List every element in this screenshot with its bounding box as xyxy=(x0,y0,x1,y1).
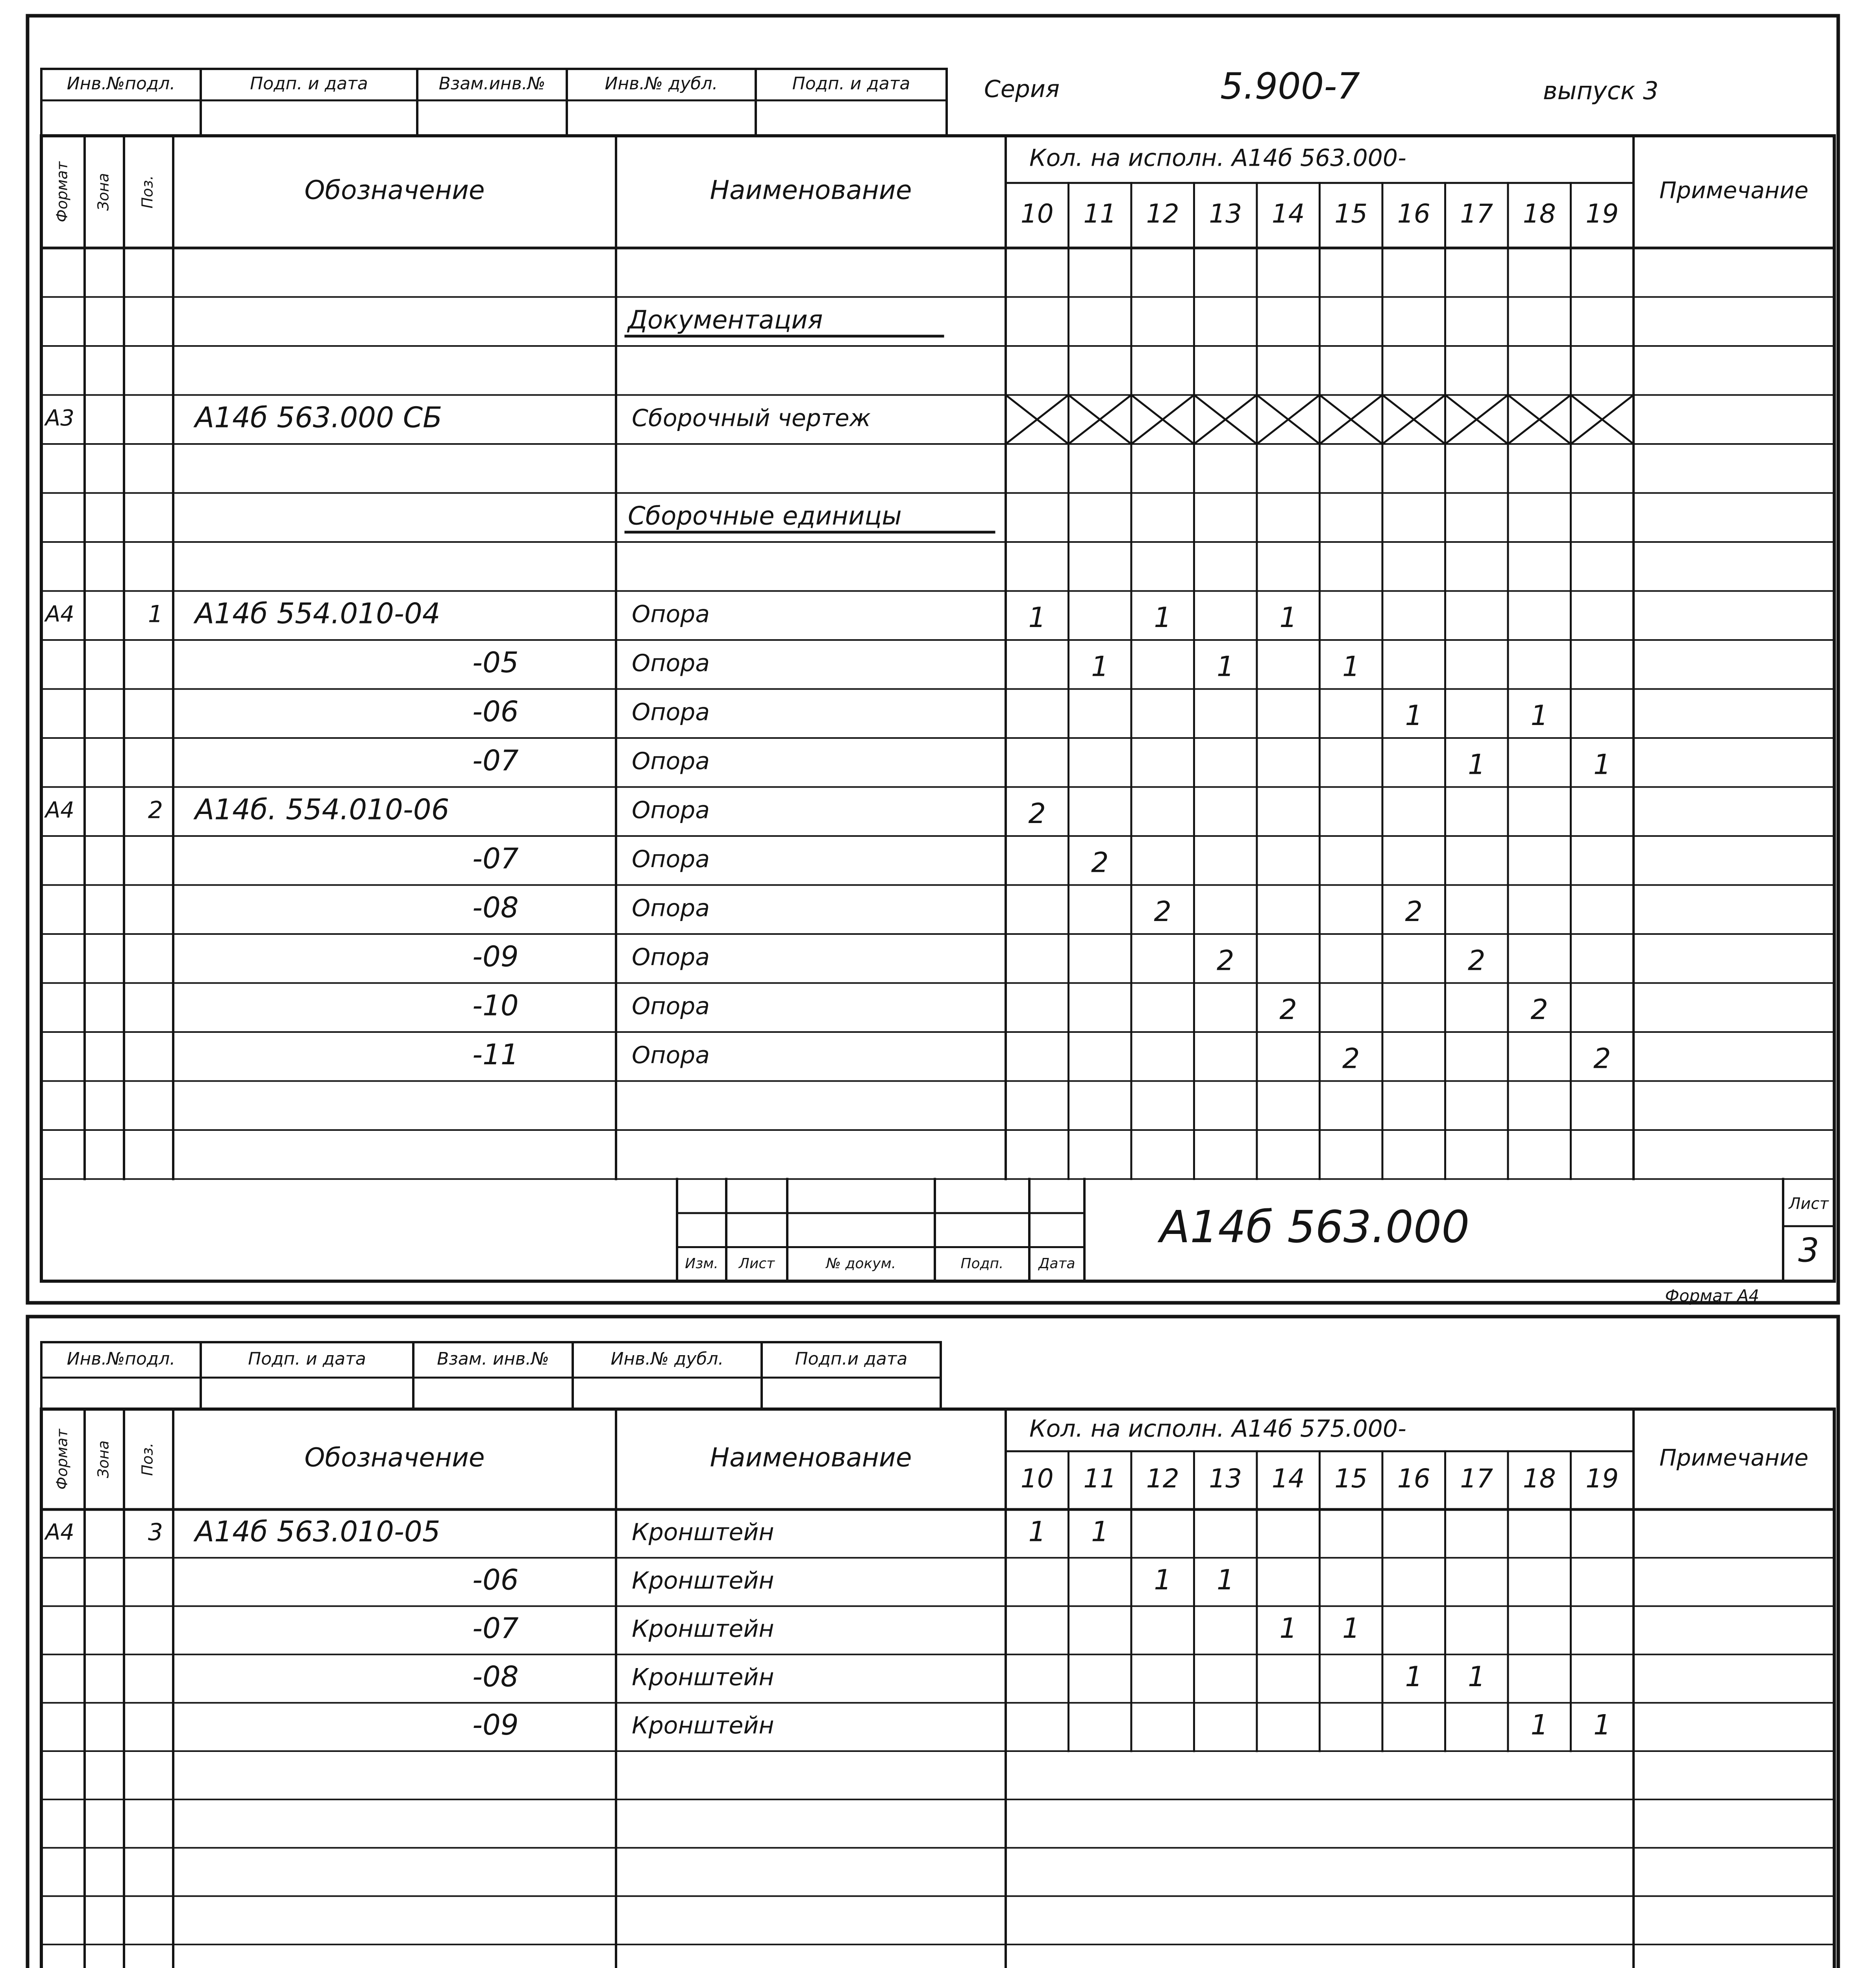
exec-col-header: 15 xyxy=(1334,1463,1368,1494)
qty-value: 2 xyxy=(1530,993,1549,1026)
row-designation: -05 xyxy=(472,646,519,679)
qty-value: 1 xyxy=(1091,1515,1109,1548)
row-position: 3 xyxy=(148,1518,163,1546)
row-format: А4 xyxy=(45,601,74,627)
qty-value: 1 xyxy=(1028,601,1046,634)
sheet-4-outer-frame xyxy=(28,1317,1838,1968)
exec-col-header: 11 xyxy=(1083,1463,1117,1494)
row-designation: А14б 554.010-04 xyxy=(195,597,440,630)
row-name: Кронштейн xyxy=(632,1615,774,1643)
qty-value: 1 xyxy=(1530,1709,1549,1741)
stamp-header: Инв.№ дубл. xyxy=(605,74,718,94)
sheet-number: 3 xyxy=(1798,1231,1819,1270)
row-name: Опора xyxy=(632,943,710,971)
title-block-label: Дата xyxy=(1038,1255,1075,1272)
stamp-header: Инв.№подл. xyxy=(67,74,176,94)
row-position: 2 xyxy=(148,796,163,824)
col-name-header: Наименование xyxy=(710,1442,912,1473)
title-block-label: Подп. xyxy=(960,1255,1004,1272)
row-name: Опора xyxy=(632,698,710,726)
series-label: Серия xyxy=(984,75,1060,103)
row-designation: -10 xyxy=(472,989,519,1022)
row-format: А3 xyxy=(45,405,74,431)
title-block-label: Изм. xyxy=(685,1255,718,1272)
exec-col-header: 13 xyxy=(1209,198,1242,229)
qty-value: 2 xyxy=(1467,944,1486,977)
sheet-label: Лист xyxy=(1789,1195,1829,1213)
series-value: 5.900-7 xyxy=(1220,65,1360,107)
row-designation: -06 xyxy=(472,695,519,728)
stamp-header: Подп. и дата xyxy=(248,1349,366,1369)
row-name: Опора xyxy=(632,845,710,873)
row-name: Опора xyxy=(632,894,710,922)
exec-col-header: 12 xyxy=(1146,1463,1179,1494)
row-designation: -07 xyxy=(472,842,519,875)
exec-col-header: 13 xyxy=(1209,1463,1242,1494)
row-position: 1 xyxy=(148,600,163,628)
stamp-header: Взам.инв.№ xyxy=(438,74,546,94)
section-heading: Сборочные единицы xyxy=(628,501,902,531)
qty-value: 1 xyxy=(1342,1612,1360,1645)
qty-value: 2 xyxy=(1091,846,1109,879)
col-format-header: Формат xyxy=(53,1429,71,1490)
row-designation: А14б 563.010-05 xyxy=(195,1515,440,1548)
col-designation-header: Обозначение xyxy=(304,1442,485,1473)
row-name: Кронштейн xyxy=(632,1567,774,1594)
exec-col-header: 12 xyxy=(1146,198,1179,229)
row-designation: А14б. 554.010-06 xyxy=(195,793,450,826)
col-designation-header: Обозначение xyxy=(304,175,485,205)
row-designation: -08 xyxy=(472,891,519,924)
exec-col-header: 14 xyxy=(1271,1463,1305,1494)
qty-value: 1 xyxy=(1467,1660,1486,1693)
qty-value: 2 xyxy=(1593,1042,1611,1075)
row-name: Опора xyxy=(632,992,710,1020)
qty-value: 1 xyxy=(1342,650,1360,683)
qty-value: 2 xyxy=(1342,1042,1360,1075)
row-name: Кронштейн xyxy=(632,1712,774,1740)
col-zone-header: Зона xyxy=(94,1440,112,1478)
row-format: А4 xyxy=(45,797,74,823)
col-name-header: Наименование xyxy=(710,175,912,205)
qty-value: 1 xyxy=(1467,748,1486,781)
col-zone-header: Зона xyxy=(94,173,112,211)
col-format-header: Формат xyxy=(53,161,71,222)
exec-col-header: 14 xyxy=(1271,198,1305,229)
row-format: А4 xyxy=(45,1519,74,1545)
exec-col-header: 10 xyxy=(1020,198,1054,229)
row-name: Кронштейн xyxy=(632,1663,774,1691)
qty-value: 1 xyxy=(1593,748,1611,781)
exec-col-header: 15 xyxy=(1334,198,1368,229)
stamp-header: Подп. и дата xyxy=(250,74,368,94)
row-name: Опора xyxy=(632,600,710,628)
stamp-header: Подп.и дата xyxy=(795,1349,908,1369)
col-note-header: Примечание xyxy=(1659,177,1809,204)
exec-col-header: 19 xyxy=(1586,198,1619,229)
col-note-header: Примечание xyxy=(1659,1444,1809,1471)
exec-col-header: 18 xyxy=(1523,1463,1556,1494)
exec-col-header: 18 xyxy=(1523,198,1556,229)
qty-value: 1 xyxy=(1530,699,1549,732)
row-designation: -11 xyxy=(472,1038,519,1071)
section-heading: Документация xyxy=(628,305,823,335)
qty-group-header: Кол. на исполн. А14б 575.000- xyxy=(1029,1415,1406,1443)
qty-value: 1 xyxy=(1216,1564,1234,1596)
qty-value: 2 xyxy=(1216,944,1234,977)
stamp-header: Взам. инв.№ xyxy=(437,1349,549,1369)
document-number: А14б 563.000 xyxy=(1160,1202,1470,1253)
exec-col-header: 19 xyxy=(1586,1463,1619,1494)
row-designation: -07 xyxy=(472,744,519,777)
qty-value: 2 xyxy=(1279,993,1297,1026)
qty-value: 1 xyxy=(1154,1564,1172,1596)
row-designation: -08 xyxy=(472,1660,519,1693)
row-designation: А14б 563.000 СБ xyxy=(195,401,442,434)
qty-value: 1 xyxy=(1593,1709,1611,1741)
exec-col-header: 17 xyxy=(1460,198,1493,229)
exec-col-header: 17 xyxy=(1460,1463,1493,1494)
stamp-header: Инв.№подл. xyxy=(67,1349,176,1369)
title-block-label: Лист xyxy=(738,1255,775,1272)
row-designation: -09 xyxy=(472,940,519,973)
col-pos-header: Поз. xyxy=(139,1443,156,1476)
exec-col-header: 11 xyxy=(1083,198,1117,229)
qty-value: 1 xyxy=(1091,650,1109,683)
row-name: Кронштейн xyxy=(632,1518,774,1546)
row-designation: -09 xyxy=(472,1708,519,1742)
qty-value: 1 xyxy=(1279,601,1297,634)
qty-value: 1 xyxy=(1028,1515,1046,1548)
qty-value: 1 xyxy=(1279,1612,1297,1645)
row-designation: -06 xyxy=(472,1563,519,1596)
row-designation: -07 xyxy=(472,1611,519,1645)
sheet-3-outer-frame xyxy=(28,16,1838,1303)
exec-col-header: 16 xyxy=(1397,198,1430,229)
format-note: Формат А4 xyxy=(1665,1286,1759,1306)
stamp-header: Инв.№ дубл. xyxy=(611,1349,724,1369)
row-name: Сборочный чертеж xyxy=(632,404,871,432)
qty-value: 1 xyxy=(1154,601,1172,634)
qty-group-header: Кол. на исполн. А14б 563.000- xyxy=(1029,144,1406,172)
qty-value: 1 xyxy=(1405,1660,1423,1693)
row-name: Опора xyxy=(632,1041,710,1069)
exec-col-header: 10 xyxy=(1020,1463,1054,1494)
qty-value: 1 xyxy=(1216,650,1234,683)
qty-value: 2 xyxy=(1405,895,1423,928)
row-name: Опора xyxy=(632,747,710,775)
qty-value: 2 xyxy=(1154,895,1172,928)
row-name: Опора xyxy=(632,796,710,824)
qty-value: 1 xyxy=(1405,699,1423,732)
issue-label: выпуск 3 xyxy=(1543,76,1659,105)
exec-col-header: 16 xyxy=(1397,1463,1430,1494)
col-pos-header: Поз. xyxy=(139,175,156,209)
qty-value: 2 xyxy=(1028,797,1046,830)
title-block-label: № докум. xyxy=(826,1255,896,1272)
stamp-header: Подп. и дата xyxy=(792,74,910,94)
row-name: Опора xyxy=(632,649,710,677)
